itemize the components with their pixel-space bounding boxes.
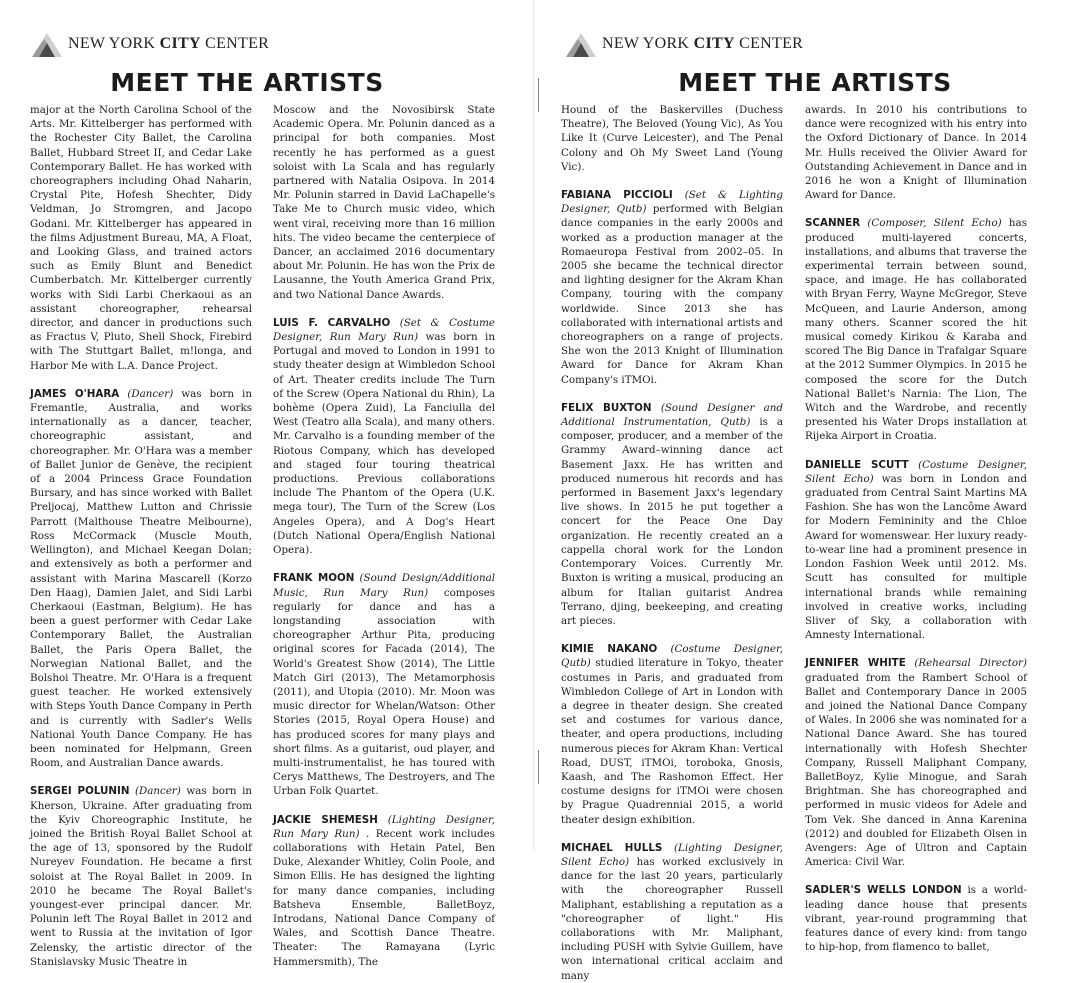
bio-text: was born in London and graduated from Central Saint Martins MA Fashion. She has won the Lancôme Award for Modern Femininity and the Chloe Award for womenswear. Her luxury ready-to-wear line had a prominent presence in London Fashion Week until 2012. Ms. Scutt has consulted for multiple international brands while remaining involved in creative works, including Sliver of Sky, a collaboration with Amnesty International. [805,472,1027,642]
artist-name: JENNIFER WHITE [805,657,906,670]
artist-role: (Costume Designer, Silent Echo) [805,458,1027,485]
artist-role: (Composer, Silent Echo) [867,217,1002,230]
artist-bio [561,401,783,628]
text-column-right [805,103,1027,954]
artist-role: (Lighting Designer, Run Mary Run) [273,813,496,840]
artist-bio [561,841,783,983]
text-column-left [30,103,252,969]
artist-name: FRANK MOON [273,572,355,585]
artist-name: JACKIE SHEMESH [273,813,378,826]
artist-bio [805,883,1027,954]
bio-text: was born in Portugal and moved to London in 1991 to study theater design at Wimbledon School of Art. Theater credits include The Turn of the Screw (Opera National du Rhin), La bohème (Opera Zuid), La Fanciulla del West (Teatro alla Scala), and many others. Mr. Carvalho is a founding member of the Riotous Company, which has developed and staged four touring theatrical productions. Previous collaborations include The Phantom of the Opera (U.K. mega tour), The Turn of the Screw (Los Angeles Opera), and A Dog's Heart (Dutch National Opera/English National Opera). [273,331,495,557]
right-page [534,0,1068,982]
bio-text: composes regularly for dance and has a longstanding association with choreographer Arthur Pita, producing original scores for Facada (2014), The World's Greatest Show (2014), The Little Match Girl (2013), The Metamorphosis (2011), and Utopia (2010). Mr. Moon was music director for Whelan/Watson: Other Stories (2015, Royal Opera House) and has produced scores for many plays and short films. As a guitarist, oud player, and multi-instrumentalist, he has toured with Cerys Matthews, The Destroyers, and The Urban Folk Quartet. [273,586,495,798]
page-header [564,28,803,60]
artist-role: (Sound Designer and Additional Instrumentation, Qutb) [561,401,784,429]
artist-bio [561,642,783,827]
artist-role: (Rehearsal Director) [914,657,1027,670]
artist-name: SCANNER [805,217,861,230]
artist-role: (Set & Lighting Designer, Qutb) [561,189,783,216]
bio-continuation [273,103,495,302]
artist-bio [30,784,252,969]
bio-text: performed with Belgian dance companies in the early 2000s and worked as a production manager at the Romaeuropa Festival from 2002–05. In 2005 she became the technical director and lighting designer for the Akram Khan Company, touring with the company worldwide. Since 2013 she has collaborated with international artists and choreographers on a range of projects. She won the 2013 Knight of Illumination Award for Dance for Akram Khan Company's iTMOi. [561,203,783,386]
city-center-logo-icon [30,29,64,59]
artist-role: (Sound Design/Additional Music, Run Mary Run) [273,572,496,599]
bio-text: studied literature in Tokyo, theater costumes in Paris, and graduated from Wimbledon College of Art in London with a degree in theater design. She created set and costumes for various dance, theater, and opera productions, including numerous pieces for Akram Khan: Vertical Road, DUST, iTMOi, toroboka, Gnosis, Kaash, and The Rashomon Effect. Her costume designs for iTMOi were chosen by Prague Quadrennial 2015, a world theater design exhibition. [561,657,783,826]
bio-text: is a composer, producer, and a member of the Grammy Award–winning dance act Basement Jaxx. He has written and produced numerous hit records and has performed in Basement Jaxx's legendary live shows. In 2015 he put together a concert for the Peace One Day organization. He recently created an a cappella choral work for the London Contemporary Voices. Currently Mr. Buxton is writing a musical, producing an album for Italian guitarist Andrea Terrano, djing, beekeeping, and creating art pieces. [561,416,783,627]
page-title: MEET THE ARTISTS [110,68,384,97]
artist-bio [273,813,495,969]
bio-text: is a world-leading dance house that presents vibrant, year-round programming that features dance of every kind: from tango to hip-hop, from flamenco to ballet, [805,884,1028,954]
artist-role: (Dancer) [127,387,174,400]
city-center-logo-icon [564,29,598,59]
artist-name: DANIELLE SCUTT [805,458,909,471]
bio-text: Hound of the Baskervilles (Duchess Theatre), The Beloved (Young Vic), As You Like It (Curve Leicester), and The Penal Colony and Oh My Sweet Land (Young Vic). [561,104,783,173]
artist-role: (Lighting Designer, Silent Echo) [561,841,784,868]
artist-role: (Set & Costume Designer, Run Mary Run) [273,316,496,344]
artist-bio [561,188,783,387]
artist-bio [273,571,495,798]
left-page [0,0,534,968]
artist-name: FABIANA PICCIOLI [561,189,673,202]
page-title: MEET THE ARTISTS [678,68,952,97]
text-column-right [273,103,495,969]
artist-bio [805,216,1027,443]
bio-text: awards. In 2010 his contributions to dance were recognized with his entry into the Oxford Dictionary of Dance. In 2014 Mr. Hulls received the Olivier Award for Outstanding Achievement in Dance and in 2016 he won a Knight of Illumination Award for Dance. [805,104,1027,202]
bio-continuation [561,103,783,174]
artist-name: JAMES O'HARA [30,387,120,400]
artist-name: LUIS F. CARVALHO [273,316,391,329]
artist-bio [30,387,252,770]
artist-name: MICHAEL HULLS [561,841,663,854]
bio-continuation [805,103,1027,202]
artist-name: FELIX BUXTON [561,401,652,414]
bio-text: . Recent work includes collaborations with Hetain Patel, Ben Duke, Alexander Whitley, Colin Poole, and Simon Ellis. He has designed the lighting for many dance companies, including Batsheva Ensemble, BalletBoyz, Introdans, National Dance Company of Wales, and Scottish Dance Theatre. Theater: The Ramayana (Lyric Hammersmith), The [273,827,495,968]
bio-text: major at the North Carolina School of the Arts. Mr. Kittelberger has performed with the Rochester City Ballet, the Carolina Ballet, Hubbard Street II, and Cedar Lake Contemporary Ballet. He has worked with choreographers including Ohad Naharin, Crystal Pite, Hofesh Shechter, Didy Veldman, Jo Stromgren, and Jacopo Godani. Mr. Kittelberger has appeared in the films Adjustment Bureau, MA, A Float, and Looking Glass, and trained actors such as Emily Blunt and Benedict Cumberbatch. Mr. Kittelberger currently works with Sidi Larbi Cherkaoui as an assistant choreographer, rehearsal director, and dancer in productions such as Fractus V, Pluto, Shell Shock, Firebird with The Stuttgart Ballet, m!longa, and Harbor Me with L.A. Dance Project. [30,104,252,372]
artist-role: (Dancer) [135,785,181,798]
artist-role: (Costume Designer, Qutb) [561,643,784,670]
artist-bio [805,458,1027,643]
bio-continuation [30,103,252,373]
page-header [30,28,269,60]
publication-name: NEW YORK CITY CENTER [602,35,804,52]
bio-text: graduated from the Rambert School of Ballet and Contemporary Dance in 2005 and joined the National Dance Company of Wales. In 2006 she was nominated for a National Dance Award. She has toured internationally with Hofesh Shechter Company, Russell Maliphant Company, BalletBoyz, Kylie Minogue, and Sarah Brightman. She has choreographed and performed in music videos for Adele and Tom Vek. She danced in Anna Karenina (2012) and doubled for Elizabeth Olsen in Avengers: Age of Ultron and Captain America: Civil War. [805,671,1027,869]
artist-name: SERGEI POLUNIN [30,785,130,798]
artist-bio [805,656,1027,869]
text-column-left [561,103,783,983]
bio-text: has worked exclusively in dance for the last 20 years, particularly with the choreographer Russell Maliphant, establishing a reputation as a "choreographer of light." His collaborations with Mr. Maliphant, including PUSH with Sylvie Guillem, have won international critical acclaim and many [561,855,783,982]
bio-text: Moscow and the Novosibirsk State Academic Opera. Mr. Polunin danced as a principal for both companies. Most recently he has performed as a guest soloist with La Scala and has regularly partnered with Natalia Osipova. In 2014 Mr. Polunin starred in David LaChapelle's Take Me to Church music video, which went viral, receiving more than 16 million hits. The video became the centerpiece of Dancer, an acclaimed 2016 documentary about Mr. Polunin. He has won the Prix de Lausanne, the Youth America Grand Prix, and two National Dance Awards. [273,104,495,301]
publication-name: NEW YORK CITY CENTER [68,35,270,52]
artist-name: SADLER'S WELLS LONDON [805,884,962,897]
bio-text: has produced multi-layered concerts, installations, and albums that traverse the experimental terrain between sound, space, and image. He has collaborated with Bryan Ferry, Wayne McGregor, Steve McQueen, and Laurie Anderson, among many others. Scanner scored the hit musical comedy Kirikou & Karaba and scored The Big Dance in Trafalgar Square at the 2012 Summer Olympics. In 2015 he composed the score for the Dutch National Ballet's Narnia: The Lion, The Witch and the Wardrobe, and recently presented his Water Drops installation at Rijeka Airport in Croatia. [805,217,1027,443]
bio-text: was born in Fremantle, Australia, and works internationally as a dancer, teacher, choreographic assistant, and choreographer. Mr. O'Hara was a member of Ballet Junior de Genève, the recipient of a 2004 Princess Grace Foundation Bursary, and has since worked with Ballet Preljocaj, Matthew Lutton and Chrissie Parrott (Malthouse Theatre Melbourne), Ross McCormack (Muscle Mouth, Wellington), and Michael Keegan Dolan; and extensively as both a performer and assistant with Marina Mascarell (Korzo Den Haag), Damien Jalet, and Sidi Larbi Cherkaoui (Eastman, Belgium). He has been a guest performer with Cedar Lake Contemporary Ballet, the Australian Ballet, the Paris Opera Ballet, the Norwegian National Ballet, and the Bolshoi Theatre. Mr. O'Hara is a frequent guest teacher. He worked extensively with Steps Youth Dance Company in Perth and is currently with Sadler's Wells National Youth Dance Company. He has been nominated for Helpmann, Green Room, and Australian Dance awards. [30,387,252,770]
artist-bio [273,316,495,557]
bio-text: was born in Kherson, Ukraine. After graduating from the Kyiv Choreographic Institute, he joined the British Royal Ballet School at the age of 13, sponsored by the Rudolf Nureyev Foundation. He became a first soloist at The Royal Ballet in 2009. In 2010 he became The Royal Ballet's youngest-ever principal dancer. Mr. Polunin left The Royal Ballet in 2012 and went to Russia at the invitation of Igor Zelensky, the artistic director of the Stanislavsky Music Theatre in [30,785,252,968]
artist-name: KIMIE NAKANO [561,643,658,656]
